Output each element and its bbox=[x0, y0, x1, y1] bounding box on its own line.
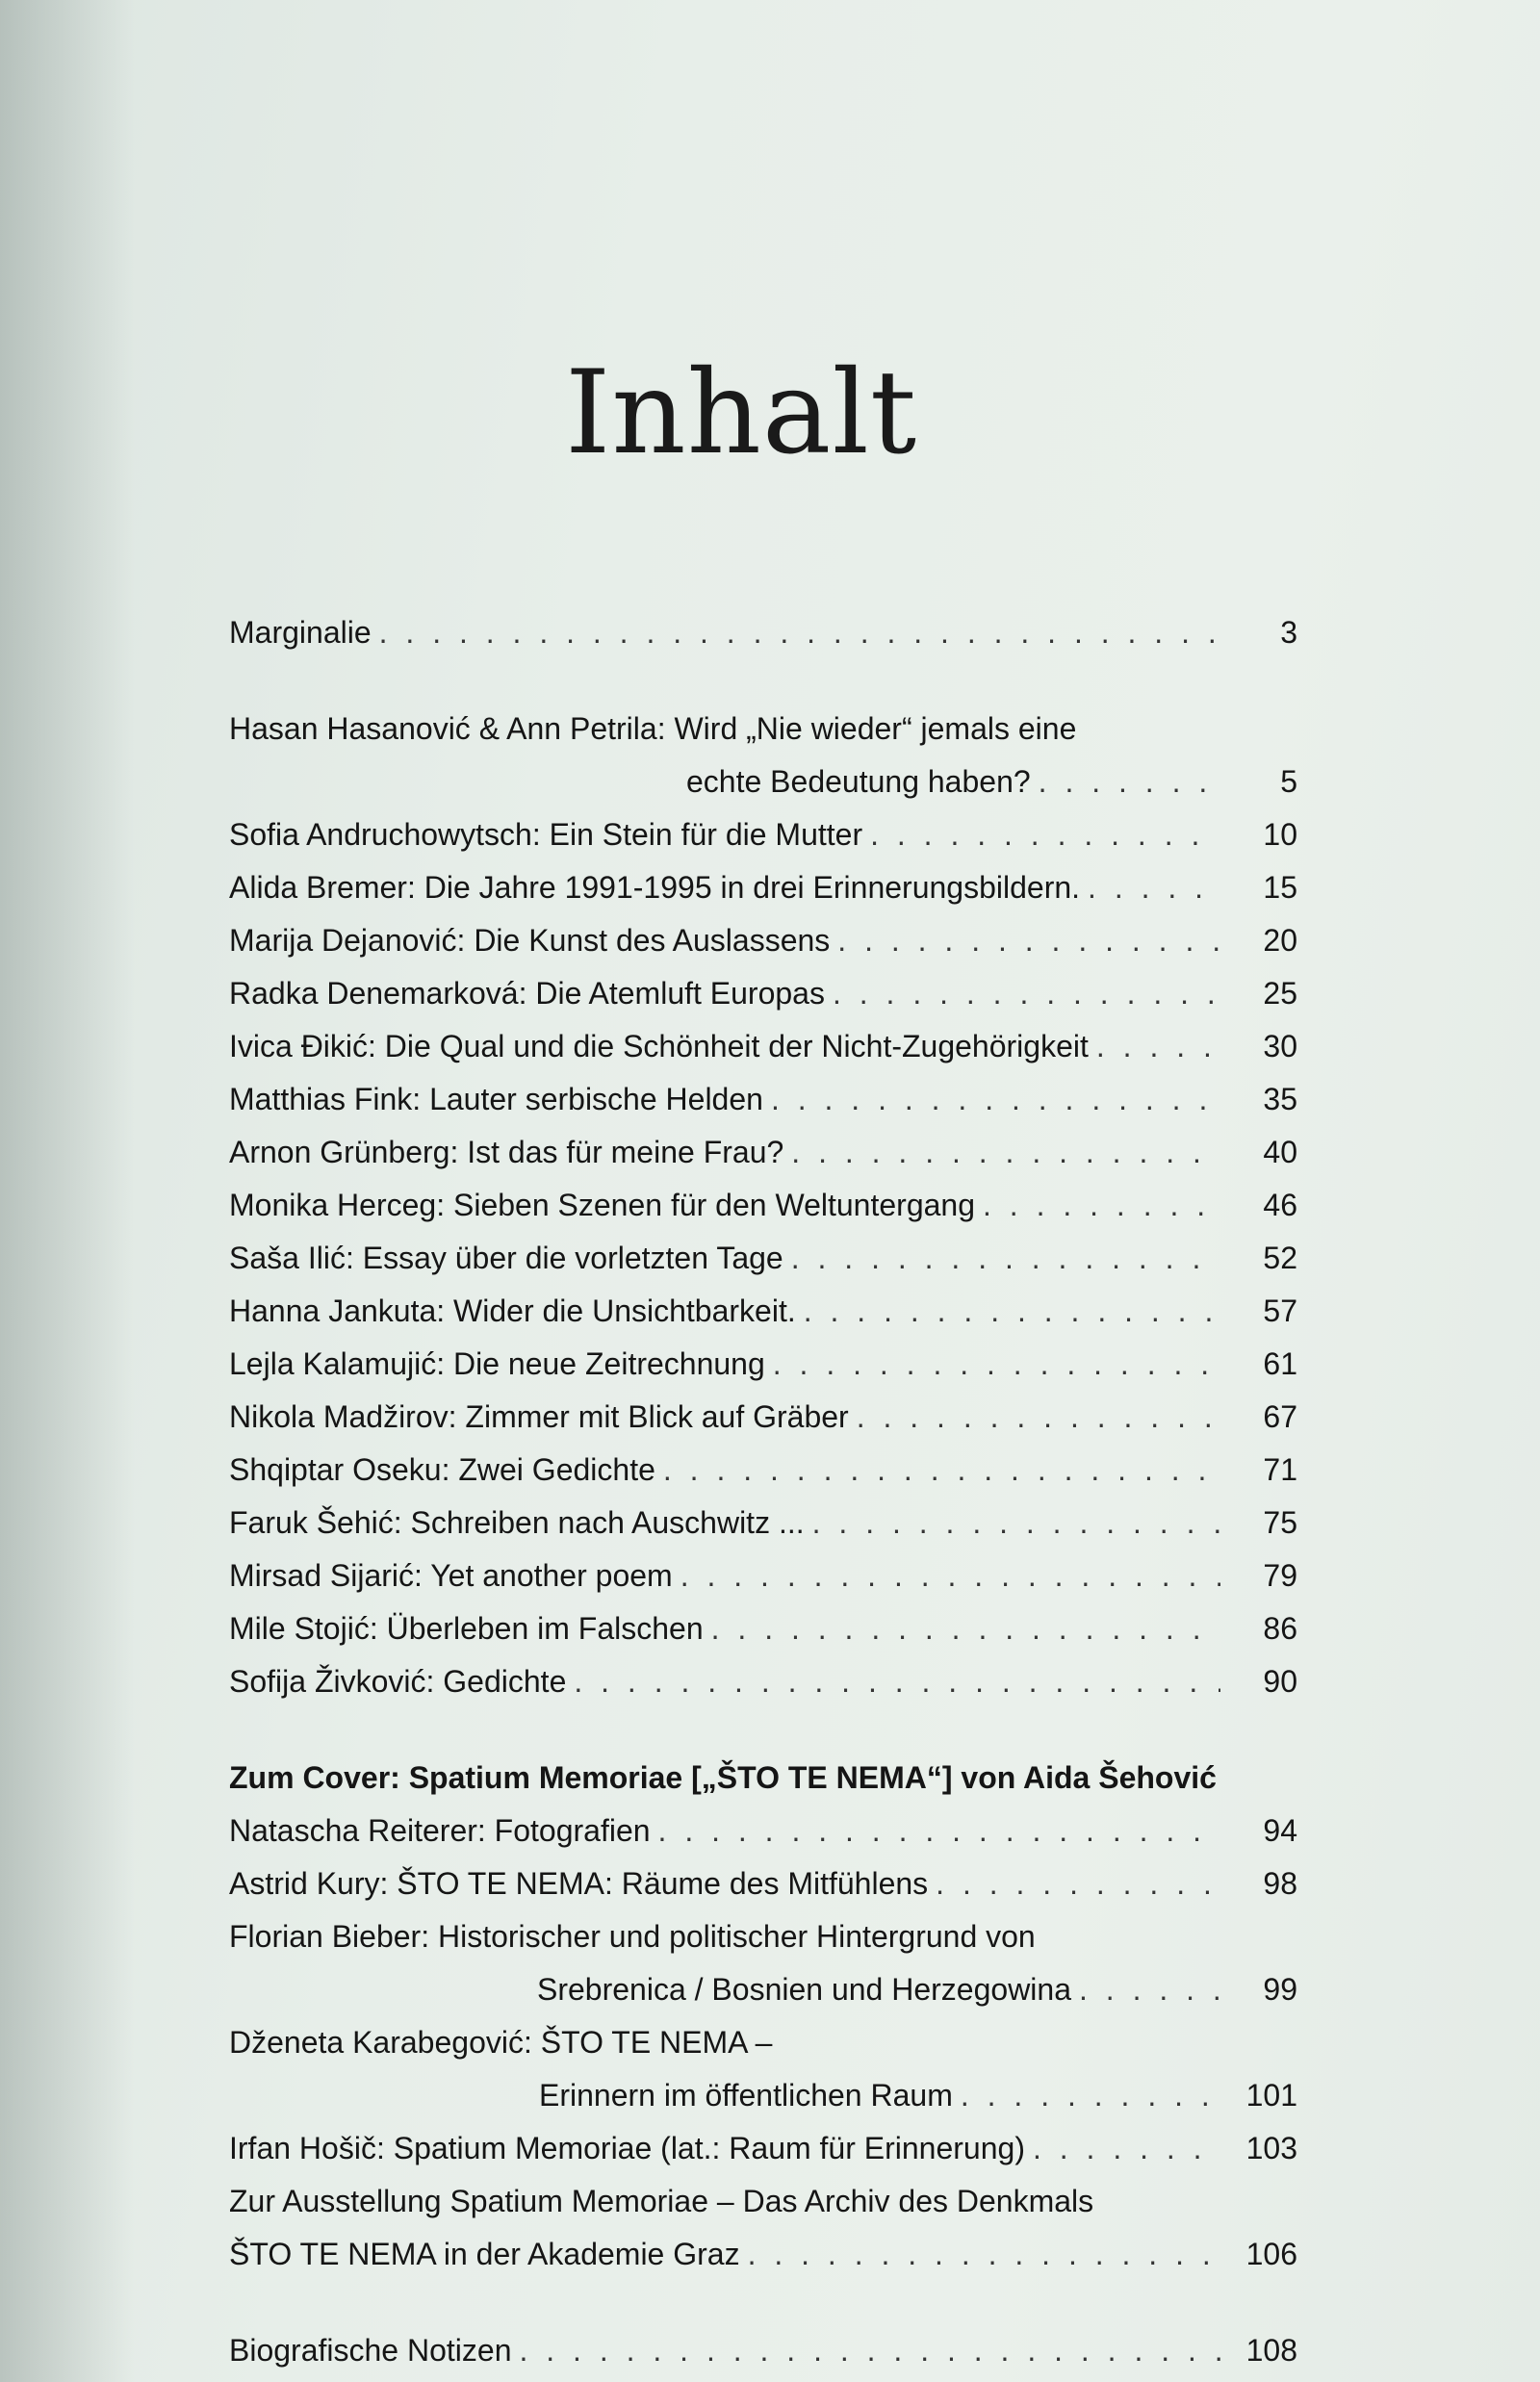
toc-page-number: 75 bbox=[1263, 1505, 1297, 1540]
leader-dots bbox=[812, 1497, 1220, 1550]
toc-page-number: 46 bbox=[1263, 1188, 1297, 1222]
toc-entry bbox=[229, 1857, 1297, 1910]
toc-entry bbox=[229, 2324, 1297, 2377]
toc-entry-title: Mirsad Sijarić: Yet another poem bbox=[229, 1558, 673, 1593]
leader-dots bbox=[680, 1550, 1220, 1602]
toc-page-number: 10 bbox=[1263, 817, 1297, 852]
toc-entry bbox=[229, 1655, 1297, 1708]
toc-page-number: 61 bbox=[1263, 1346, 1297, 1381]
toc-entry bbox=[229, 1073, 1297, 1126]
toc-page-number: 35 bbox=[1263, 1082, 1297, 1116]
toc-entry-title: Astrid Kury: ŠTO TE NEMA: Räume des Mitfühlens bbox=[229, 1866, 929, 1901]
toc-entry-title: Sofija Živković: Gedichte bbox=[229, 1664, 567, 1699]
toc-entry-title: Matthias Fink: Lauter serbische Helden bbox=[229, 1082, 763, 1116]
table-of-contents bbox=[229, 587, 1297, 2377]
toc-entry bbox=[229, 1444, 1297, 1497]
toc-page-number: 15 bbox=[1263, 870, 1297, 905]
leader-dots bbox=[791, 1232, 1220, 1285]
toc-entry bbox=[229, 1285, 1297, 1338]
leader-dots bbox=[804, 1285, 1220, 1338]
toc-entry-title: Sofia Andruchowytsch: Ein Stein für die Mutter bbox=[229, 817, 863, 852]
toc-entry bbox=[229, 1020, 1297, 1073]
toc-page-number: 94 bbox=[1263, 1813, 1297, 1848]
leader-dots bbox=[519, 2324, 1220, 2377]
toc-entry bbox=[229, 2228, 1297, 2281]
leader-dots bbox=[870, 808, 1220, 861]
toc-entry-title: Monika Herceg: Sieben Szenen für den Weltuntergang bbox=[229, 1188, 975, 1222]
toc-entry-title: Mile Stojić: Überleben im Falschen bbox=[229, 1611, 704, 1646]
toc-entry-title: Hasan Hasanović & Ann Petrila: Wird „Nie wieder“ jemals eine bbox=[229, 711, 1077, 746]
leader-dots bbox=[961, 2069, 1220, 2122]
leader-dots bbox=[837, 914, 1220, 967]
leader-dots bbox=[1096, 1020, 1220, 1073]
toc-page-number: 71 bbox=[1263, 1452, 1297, 1487]
toc-entry-title-continued: echte Bedeutung haben? bbox=[686, 764, 1031, 799]
toc-entry bbox=[229, 1232, 1297, 1285]
toc-entry bbox=[229, 1126, 1297, 1179]
toc-entry bbox=[229, 967, 1297, 1020]
toc-page-number: 103 bbox=[1245, 2131, 1297, 2165]
toc-entry bbox=[229, 2069, 1297, 2122]
toc-page-number: 90 bbox=[1263, 1664, 1297, 1699]
toc-entry-title-continued: Srebrenica / Bosnien und Herzegowina bbox=[537, 1972, 1071, 2007]
toc-entry-title: Florian Bieber: Historischer und politischer Hintergrund von bbox=[229, 1919, 1036, 1954]
toc-entry bbox=[229, 1550, 1297, 1602]
leader-dots bbox=[1088, 861, 1220, 914]
toc-page-number: 3 bbox=[1280, 615, 1297, 650]
toc-page-number: 106 bbox=[1245, 2237, 1297, 2271]
leader-dots bbox=[857, 1391, 1220, 1444]
leader-dots bbox=[1079, 1963, 1220, 2016]
toc-entry bbox=[229, 1391, 1297, 1444]
toc-entry bbox=[229, 1963, 1297, 2016]
toc-entry-title: Dženeta Karabegović: ŠTO TE NEMA – bbox=[229, 2025, 773, 2060]
toc-entry-title: Arnon Grünberg: Ist das für meine Frau? bbox=[229, 1135, 784, 1169]
toc-entry bbox=[229, 1497, 1297, 1550]
toc-entry-title: Alida Bremer: Die Jahre 1991-1995 in drei Erinnerungsbildern. bbox=[229, 870, 1081, 905]
toc-entry-title: Natascha Reiterer: Fotografien bbox=[229, 1813, 651, 1848]
toc-entry-title: Zur Ausstellung Spatium Memoriae – Das Archiv des Denkmals bbox=[229, 2184, 1094, 2218]
toc-page-number: 25 bbox=[1263, 976, 1297, 1011]
toc-entry bbox=[229, 808, 1297, 861]
leader-dots bbox=[936, 1857, 1220, 1910]
toc-entry bbox=[229, 1602, 1297, 1655]
toc-entry bbox=[229, 861, 1297, 914]
toc-entry-title: Hanna Jankuta: Wider die Unsichtbarkeit. bbox=[229, 1293, 796, 1328]
toc-entry-title: Irfan Hošič: Spatium Memoriae (lat.: Raum für Erinnerung) bbox=[229, 2131, 1025, 2165]
toc-entry bbox=[229, 2122, 1297, 2175]
toc-entry-title-continued: Erinnern im öffentlichen Raum bbox=[539, 2078, 953, 2113]
leader-dots bbox=[983, 1179, 1220, 1232]
toc-page-number: 52 bbox=[1263, 1241, 1297, 1275]
leader-dots bbox=[658, 1805, 1220, 1857]
toc-entry-title: Radka Denemarková: Die Atemluft Europas bbox=[229, 976, 825, 1011]
toc-page-number: 20 bbox=[1263, 923, 1297, 958]
leader-dots bbox=[663, 1444, 1220, 1497]
section-heading: Zum Cover: Spatium Memoriae [„ŠTO TE NEMA“] von Aida Šehović bbox=[229, 1760, 1217, 1795]
toc-page-number: 57 bbox=[1263, 1293, 1297, 1328]
leader-dots bbox=[379, 606, 1220, 659]
toc-entry bbox=[229, 914, 1297, 967]
toc-entry-title: Faruk Šehić: Schreiben nach Auschwitz ... bbox=[229, 1505, 805, 1540]
toc-entry-title: Marginalie bbox=[229, 615, 372, 650]
toc-page-number: 5 bbox=[1280, 764, 1297, 799]
toc-entry bbox=[229, 606, 1297, 659]
leader-dots bbox=[748, 2228, 1220, 2281]
toc-entry-title: Shqiptar Oseku: Zwei Gedichte bbox=[229, 1452, 655, 1487]
leader-dots bbox=[1039, 756, 1220, 808]
leader-dots bbox=[711, 1602, 1220, 1655]
toc-page-number: 98 bbox=[1263, 1866, 1297, 1901]
toc-entry-title: Saša Ilić: Essay über die vorletzten Tage bbox=[229, 1241, 783, 1275]
leader-dots bbox=[773, 1338, 1220, 1391]
toc-page-number: 67 bbox=[1263, 1399, 1297, 1434]
toc-entry-title-continued: ŠTO TE NEMA in der Akademie Graz bbox=[229, 2237, 740, 2271]
leader-dots bbox=[1033, 2122, 1220, 2175]
toc-entry bbox=[229, 1179, 1297, 1232]
toc-entry-title: Marija Dejanović: Die Kunst des Auslassens bbox=[229, 923, 831, 958]
toc-page-number: 86 bbox=[1263, 1611, 1297, 1646]
leader-dots bbox=[791, 1126, 1220, 1179]
toc-page-number: 108 bbox=[1245, 2333, 1297, 2368]
toc-entry-title: Biografische Notizen bbox=[229, 2333, 512, 2368]
toc-entry bbox=[229, 1805, 1297, 1857]
toc-entry bbox=[229, 756, 1297, 808]
toc-page-number: 40 bbox=[1263, 1135, 1297, 1169]
leader-dots bbox=[574, 1655, 1220, 1708]
toc-page-number: 30 bbox=[1263, 1029, 1297, 1063]
toc-entry-title: Ivica Đikić: Die Qual und die Schönheit der Nicht-Zugehörigkeit bbox=[229, 1029, 1089, 1063]
toc-entry-title: Nikola Madžirov: Zimmer mit Blick auf Gräber bbox=[229, 1399, 849, 1434]
leader-dots bbox=[833, 967, 1220, 1020]
toc-page-number: 99 bbox=[1263, 1972, 1297, 2007]
toc-page-number: 101 bbox=[1245, 2078, 1297, 2113]
toc-page-number: 79 bbox=[1263, 1558, 1297, 1593]
toc-entry-title: Lejla Kalamujić: Die neue Zeitrechnung bbox=[229, 1346, 765, 1381]
leader-dots bbox=[771, 1073, 1220, 1126]
toc-entry bbox=[229, 1338, 1297, 1391]
page-title: Inhalt bbox=[564, 346, 918, 480]
